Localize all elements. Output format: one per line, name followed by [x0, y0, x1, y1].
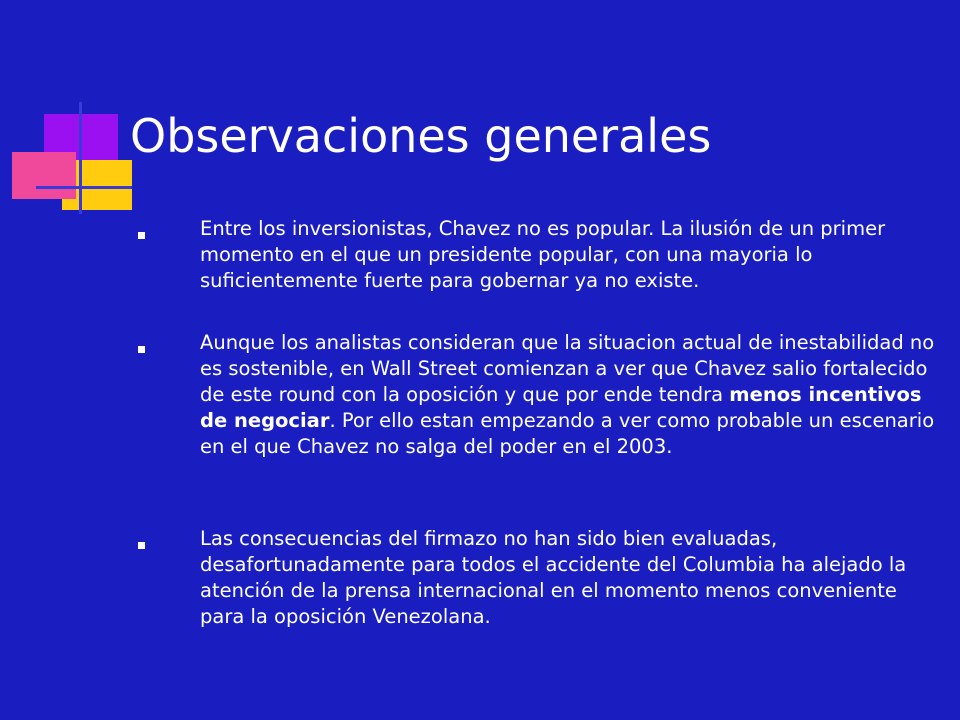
slide-title: Observaciones generales: [130, 109, 712, 163]
decorative-vertical-line: [79, 102, 82, 214]
bullet-text-emphasis: menos incentivos de negociar: [200, 383, 922, 432]
square-bullet-icon: [138, 346, 145, 353]
bullet-text: Entre los inversionistas, Chavez no es popular. La ilusión de un primer momento en el que un presidente popular, con una mayoria lo suficientemente fuerte para gobernar ya no existe.: [200, 217, 886, 292]
decorative-horizontal-line: [36, 186, 132, 189]
square-bullet-icon: [138, 542, 145, 549]
bullet-text: [200, 330, 935, 460]
bullet-text-part: Aunque los analistas consideran que la situacion actual de inestabilidad no es sostenible, en Wall Street comienzan a ver que Chavez salio fortalecido de este round con la oposición y que por ende tendra: [200, 331, 935, 406]
decorative-pink-square: [12, 152, 76, 199]
bullet-text: Las consecuencias del firmazo no han sido bien evaluadas, desafortunadamente para todos el accidente del Columbia ha alejado la atención de la prensa internacional en el momento menos conveniente para la oposición Venezolana.: [200, 527, 907, 628]
square-bullet-icon: [138, 232, 145, 239]
bullet-text-part: . Por ello estan empezando a ver como probable un escenario en el que Chavez no salga del poder en el 2003.: [200, 409, 935, 458]
